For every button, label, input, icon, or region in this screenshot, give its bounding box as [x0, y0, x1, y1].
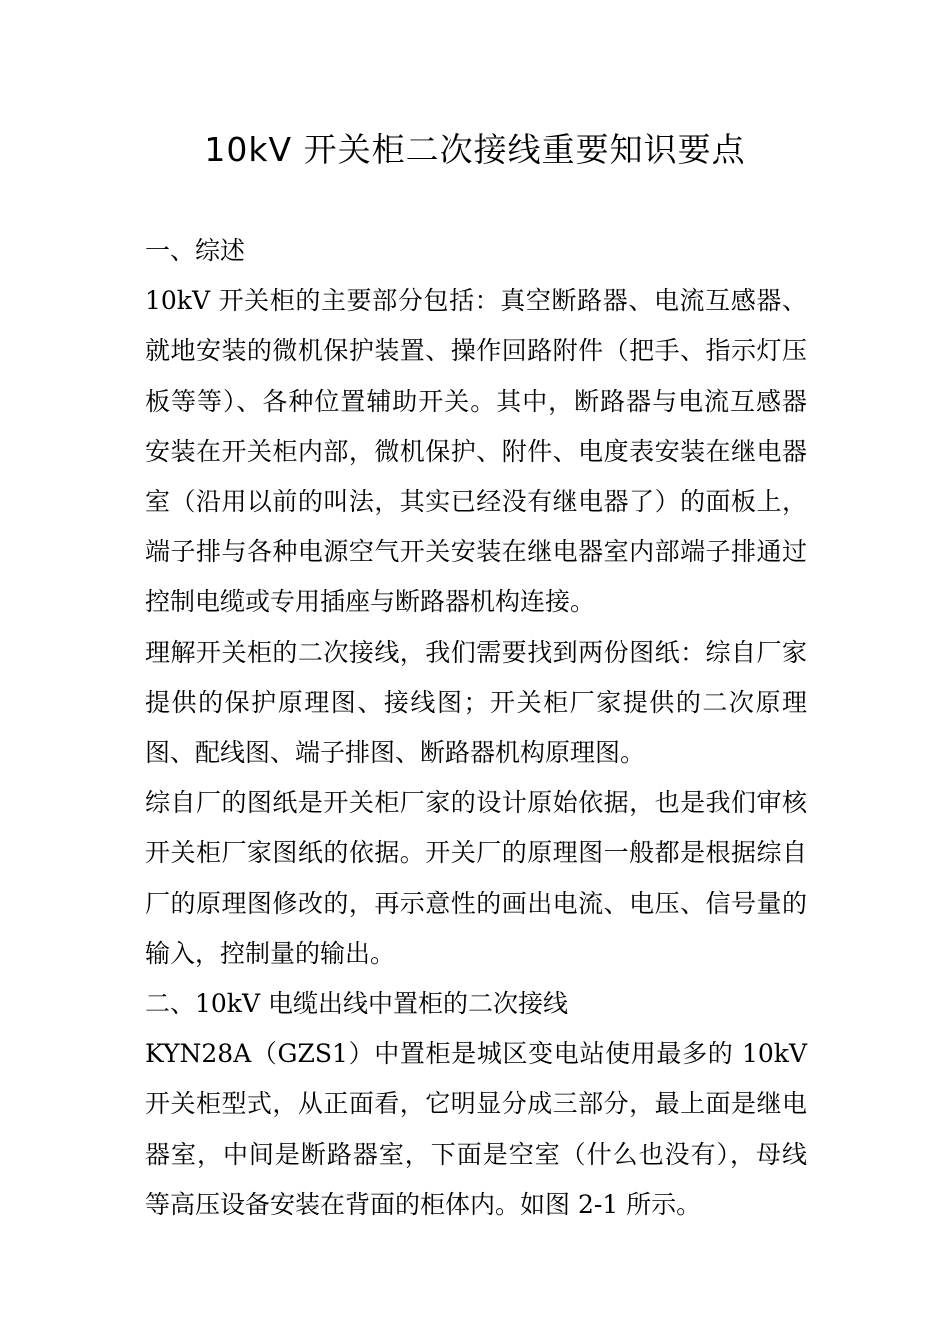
section-heading-overview: 一、综述 — [145, 236, 246, 265]
paragraph-drawing-basis: 综自厂的图纸是开关柜厂家的设计原始依据，也是我们审核开关柜厂家图纸的依据。开关厂的原理图一般都是根据综自厂的原理图修改的，再示意性的画出电流、电压、信号量的输入，控制量的输出。 — [145, 788, 807, 968]
paragraph-kyn28a-description: KYN28A（GZS1）中置柜是城区变电站使用最多的 10kV 开关柜型式，从正面看，它明显分成三部分，最上面是继电器室，中间是断路器室，下面是空室（什么也没有），母线等高压设备安装在背面的柜体内。如图 2-1 所示。 — [145, 1039, 807, 1219]
document-body — [145, 226, 807, 1230]
paragraph-drawings-needed: 理解开关柜的二次接线，我们需要找到两份图纸：综自厂家提供的保护原理图、接线图；开关柜厂家提供的二次原理图、配线图、端子排图、断路器机构原理图。 — [145, 637, 807, 768]
paragraph-main-components: 10kV 开关柜的主要部分包括：真空断路器、电流互感器、就地安装的微机保护装置、操作回路附件（把手、指示灯压板等等）、各种位置辅助开关。其中，断路器与电流互感器安装在开关柜内部，微机保护、附件、电度表安装在继电器室（沿用以前的叫法，其实已经没有继电器了）的面板上，端子排与各种电源空气开关安装在继电器室内部端子排通过控制电缆或专用插座与断路器机构连接。 — [145, 286, 807, 617]
document-title: 10kV 开关柜二次接线重要知识要点 — [204, 130, 746, 169]
section-heading-cable-outlet: 二、10kV 电缆出线中置柜的二次接线 — [145, 989, 568, 1019]
